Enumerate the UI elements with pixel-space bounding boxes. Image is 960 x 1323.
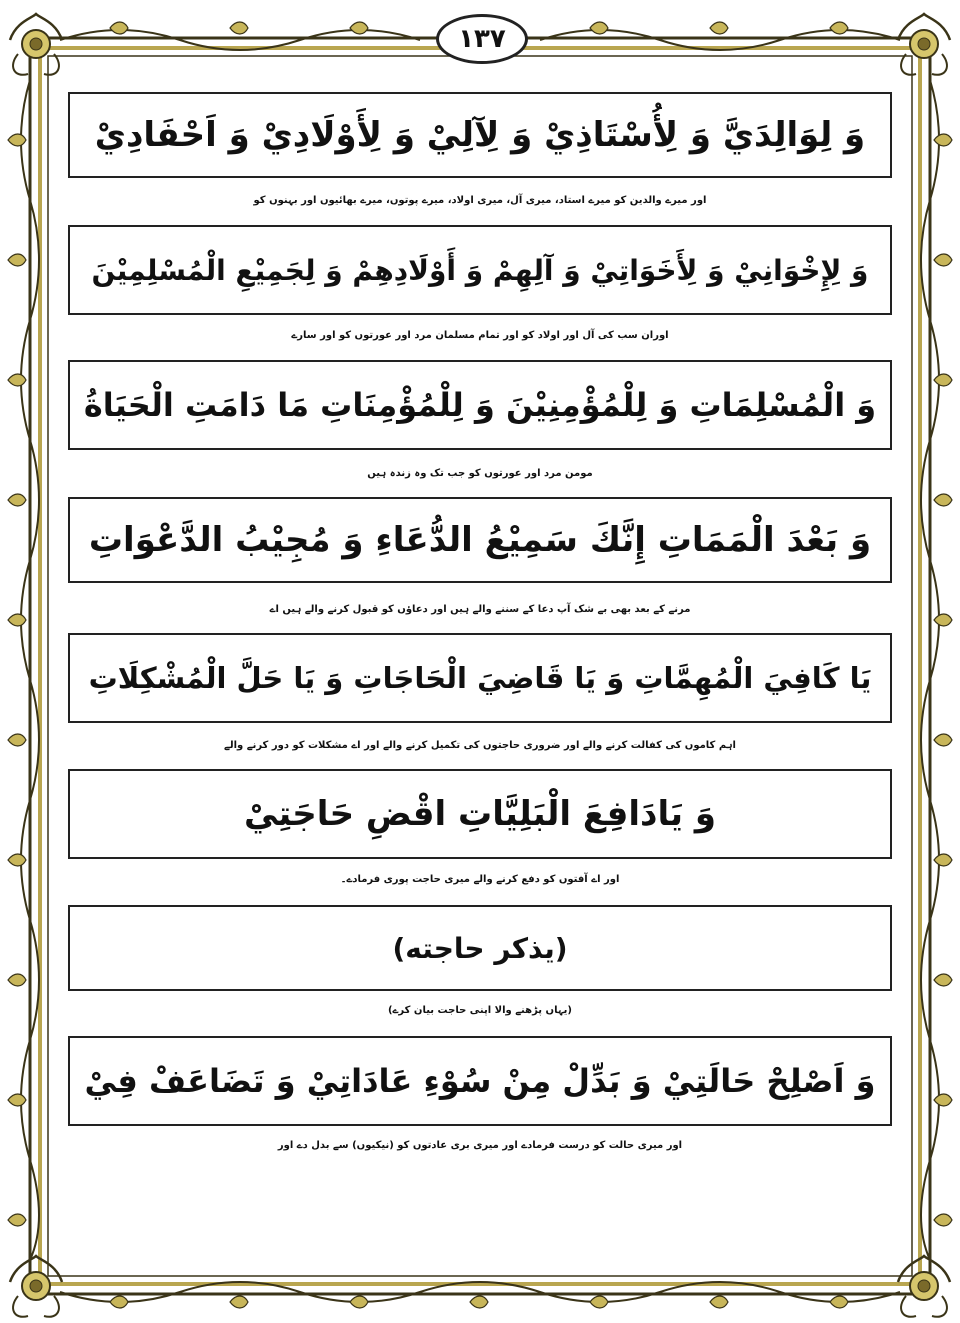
arabic-verse-box bbox=[68, 360, 892, 450]
arabic-verse: يَا كَافِيَ الْمُهِمَّاتِ وَ يَا قَاضِيَ الْحَاجَاتِ وَ يَا حَلَّ الْمُشْكِلَاتِ bbox=[88, 661, 872, 695]
arabic-verse-box bbox=[68, 633, 892, 723]
arabic-verse: وَ الْمُسْلِمَاتِ وَ لِلْمُؤْمِنِيْنَ وَ لِلْمُؤْمِنَاتِ مَا دَامَتِ الْحَيَاةُ bbox=[83, 386, 877, 424]
arabic-verse-box bbox=[68, 769, 892, 859]
page-number-badge bbox=[436, 14, 528, 64]
arabic-verse: (يذكر حاجته) bbox=[392, 931, 568, 965]
urdu-translation: مرنے کے بعد بھی بے شک آپ دعا کے سننے والے ہیں اور دعاؤں کو قبول کرنے والے ہیں اے bbox=[269, 604, 691, 615]
arabic-verse-box bbox=[68, 225, 892, 315]
arabic-verse: وَ لِوَالِدَيَّ وَ لِأُسْتَاذِيْ وَ لِآلِيْ وَ لِأَوْلَادِيْ وَ اَحْفَادِيْ bbox=[94, 115, 866, 155]
urdu-translation: (یہاں پڑھنے والا اپنی حاجت بیان کرے) bbox=[387, 1005, 573, 1016]
arabic-verse-box bbox=[68, 497, 892, 583]
urdu-translation: اور میرے والدین کو میرے استاد، میری آل، میری اولاد، میرے پوتوں، میرے بھائیوں اور بہنوں کو bbox=[253, 195, 707, 206]
urdu-translation: اوران سب کی آل اور اولاد کو اور تمام مسلمان مرد اور عورتوں کو اور سارے bbox=[291, 330, 669, 341]
urdu-translation: اہم کاموں کی کفالت کرنے والے اور ضروری حاجتوں کی تکمیل کرنے والے اور اے مشکلات کو دور کرنے والے bbox=[223, 740, 736, 751]
arabic-verse: وَ يَادَافِعَ الْبَلِيَّاتِ اقْضِ حَاجَتِيْ bbox=[244, 794, 716, 834]
arabic-verse-box bbox=[68, 92, 892, 178]
arabic-verse: وَ اَصْلِحْ حَالَتِيْ وَ بَدِّلْ مِنْ سُوْءِ عَادَاتِيْ وَ تَضَاعَفْ فِيْ bbox=[84, 1062, 876, 1100]
urdu-translation: اور میری حالت کو درست فرمادے اور میری بری عادتوں کو (نیکیوں) سے بدل دے اور bbox=[277, 1140, 683, 1151]
urdu-translation: مومن مرد اور عورتوں کو جب تک وہ زندہ ہیں bbox=[367, 468, 593, 479]
arabic-verse: وَ لِإِخْوَانِيْ وَ لِأَخَوَاتِيْ وَ آلِهِمْ وَ أَوْلَادِهِمْ وَ لِجَمِيْعِ الْمُسْلِمِيْنَ bbox=[91, 253, 869, 287]
arabic-verse-box bbox=[68, 1036, 892, 1126]
arabic-verse: وَ بَعْدَ الْمَمَاتِ إِنَّكَ سَمِيْعُ الدُّعَاءِ وَ مُجِيْبُ الدَّعْوَاتِ bbox=[88, 520, 872, 560]
urdu-translation: اور اے آفتوں کو دفع کرنے والے میری حاجت پوری فرمادے۔ bbox=[340, 874, 620, 885]
page-number: ١٣٧ bbox=[458, 24, 506, 54]
arabic-verse-box bbox=[68, 905, 892, 991]
